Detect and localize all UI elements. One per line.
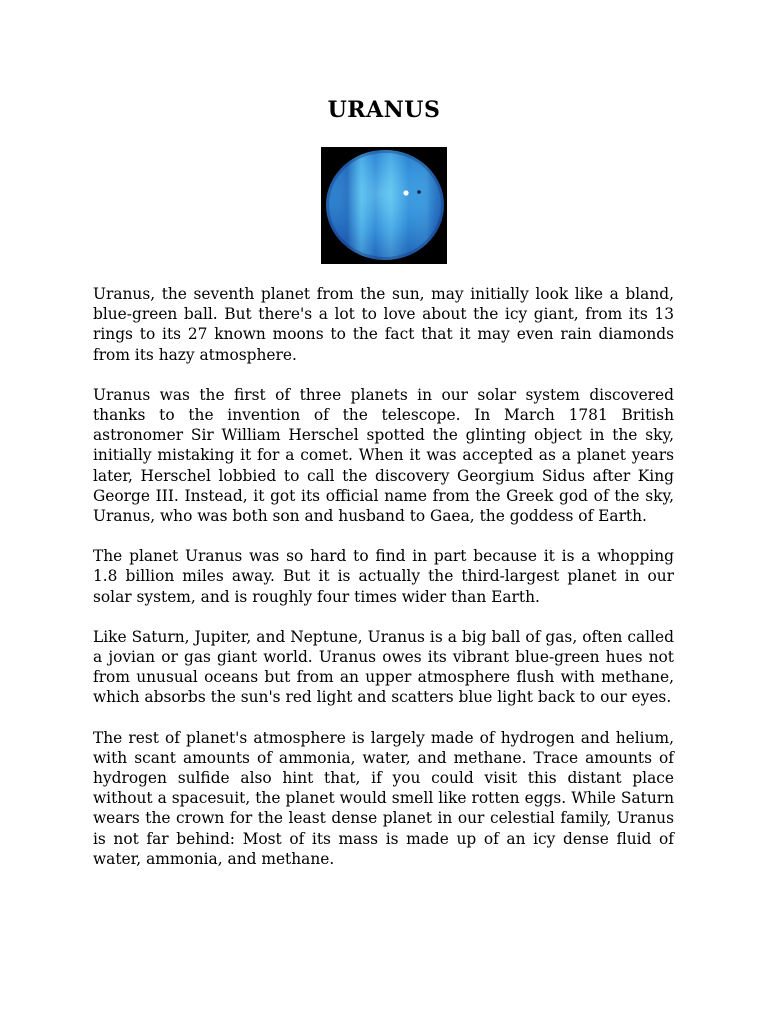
article-body [93,284,674,889]
page-title: URANUS [327,97,441,123]
paragraph: Uranus was the first of three planets in our solar system discovered thanks to the invention of the telescope. In March 1781 British astronomer Sir William Herschel spotted the glinting object in the sky, initially mistaking it for a comet. When it was accepted as a planet years later, Herschel lobbied to call the discovery Georgium Sidus after King George III. Instead, it got its official name from the Greek god of the sky, Uranus, who was both son and husband to Gaea, the goddess of Earth. [93,385,674,526]
paragraph: Uranus, the seventh planet from the sun, may initially look like a bland, blue-green ball. But there's a lot to love about the icy giant, from its 13 rings to its 27 known moons to the fact that it may even rain diamonds from its hazy atmosphere. [93,285,674,364]
paragraph: The rest of planet's atmosphere is largely made of hydrogen and helium, with scant amounts of ammonia, water, and methane. Trace amounts of hydrogen sulfide also hint that, if you could visit this distant place without a spacesuit, the planet would smell like rotten eggs. While Saturn wears the crown for the least dense planet in our celestial family, Uranus is not far behind: Most of its mass is made up of an icy dense fluid of water, ammonia, and methane. [93,728,674,868]
uranus-planet-svg [321,147,447,264]
moon-shadow [417,190,421,194]
moon-highlight [403,190,408,195]
uranus-planet-image [321,147,447,264]
paragraph: Like Saturn, Jupiter, and Neptune, Uranus is a big ball of gas, often called a jovian or gas giant world. Uranus owes its vibrant blue-green hues not from unusual oceans but from an upper atmosphere flush with methane, which absorbs the sun's red light and scatters blue light back to our eyes. [93,627,674,707]
paragraph: The planet Uranus was so hard to find in part because it is a whopping 1.8 billion miles away. But it is actually the third-largest planet in our solar system, and is roughly four times wider than Earth. [93,547,674,606]
